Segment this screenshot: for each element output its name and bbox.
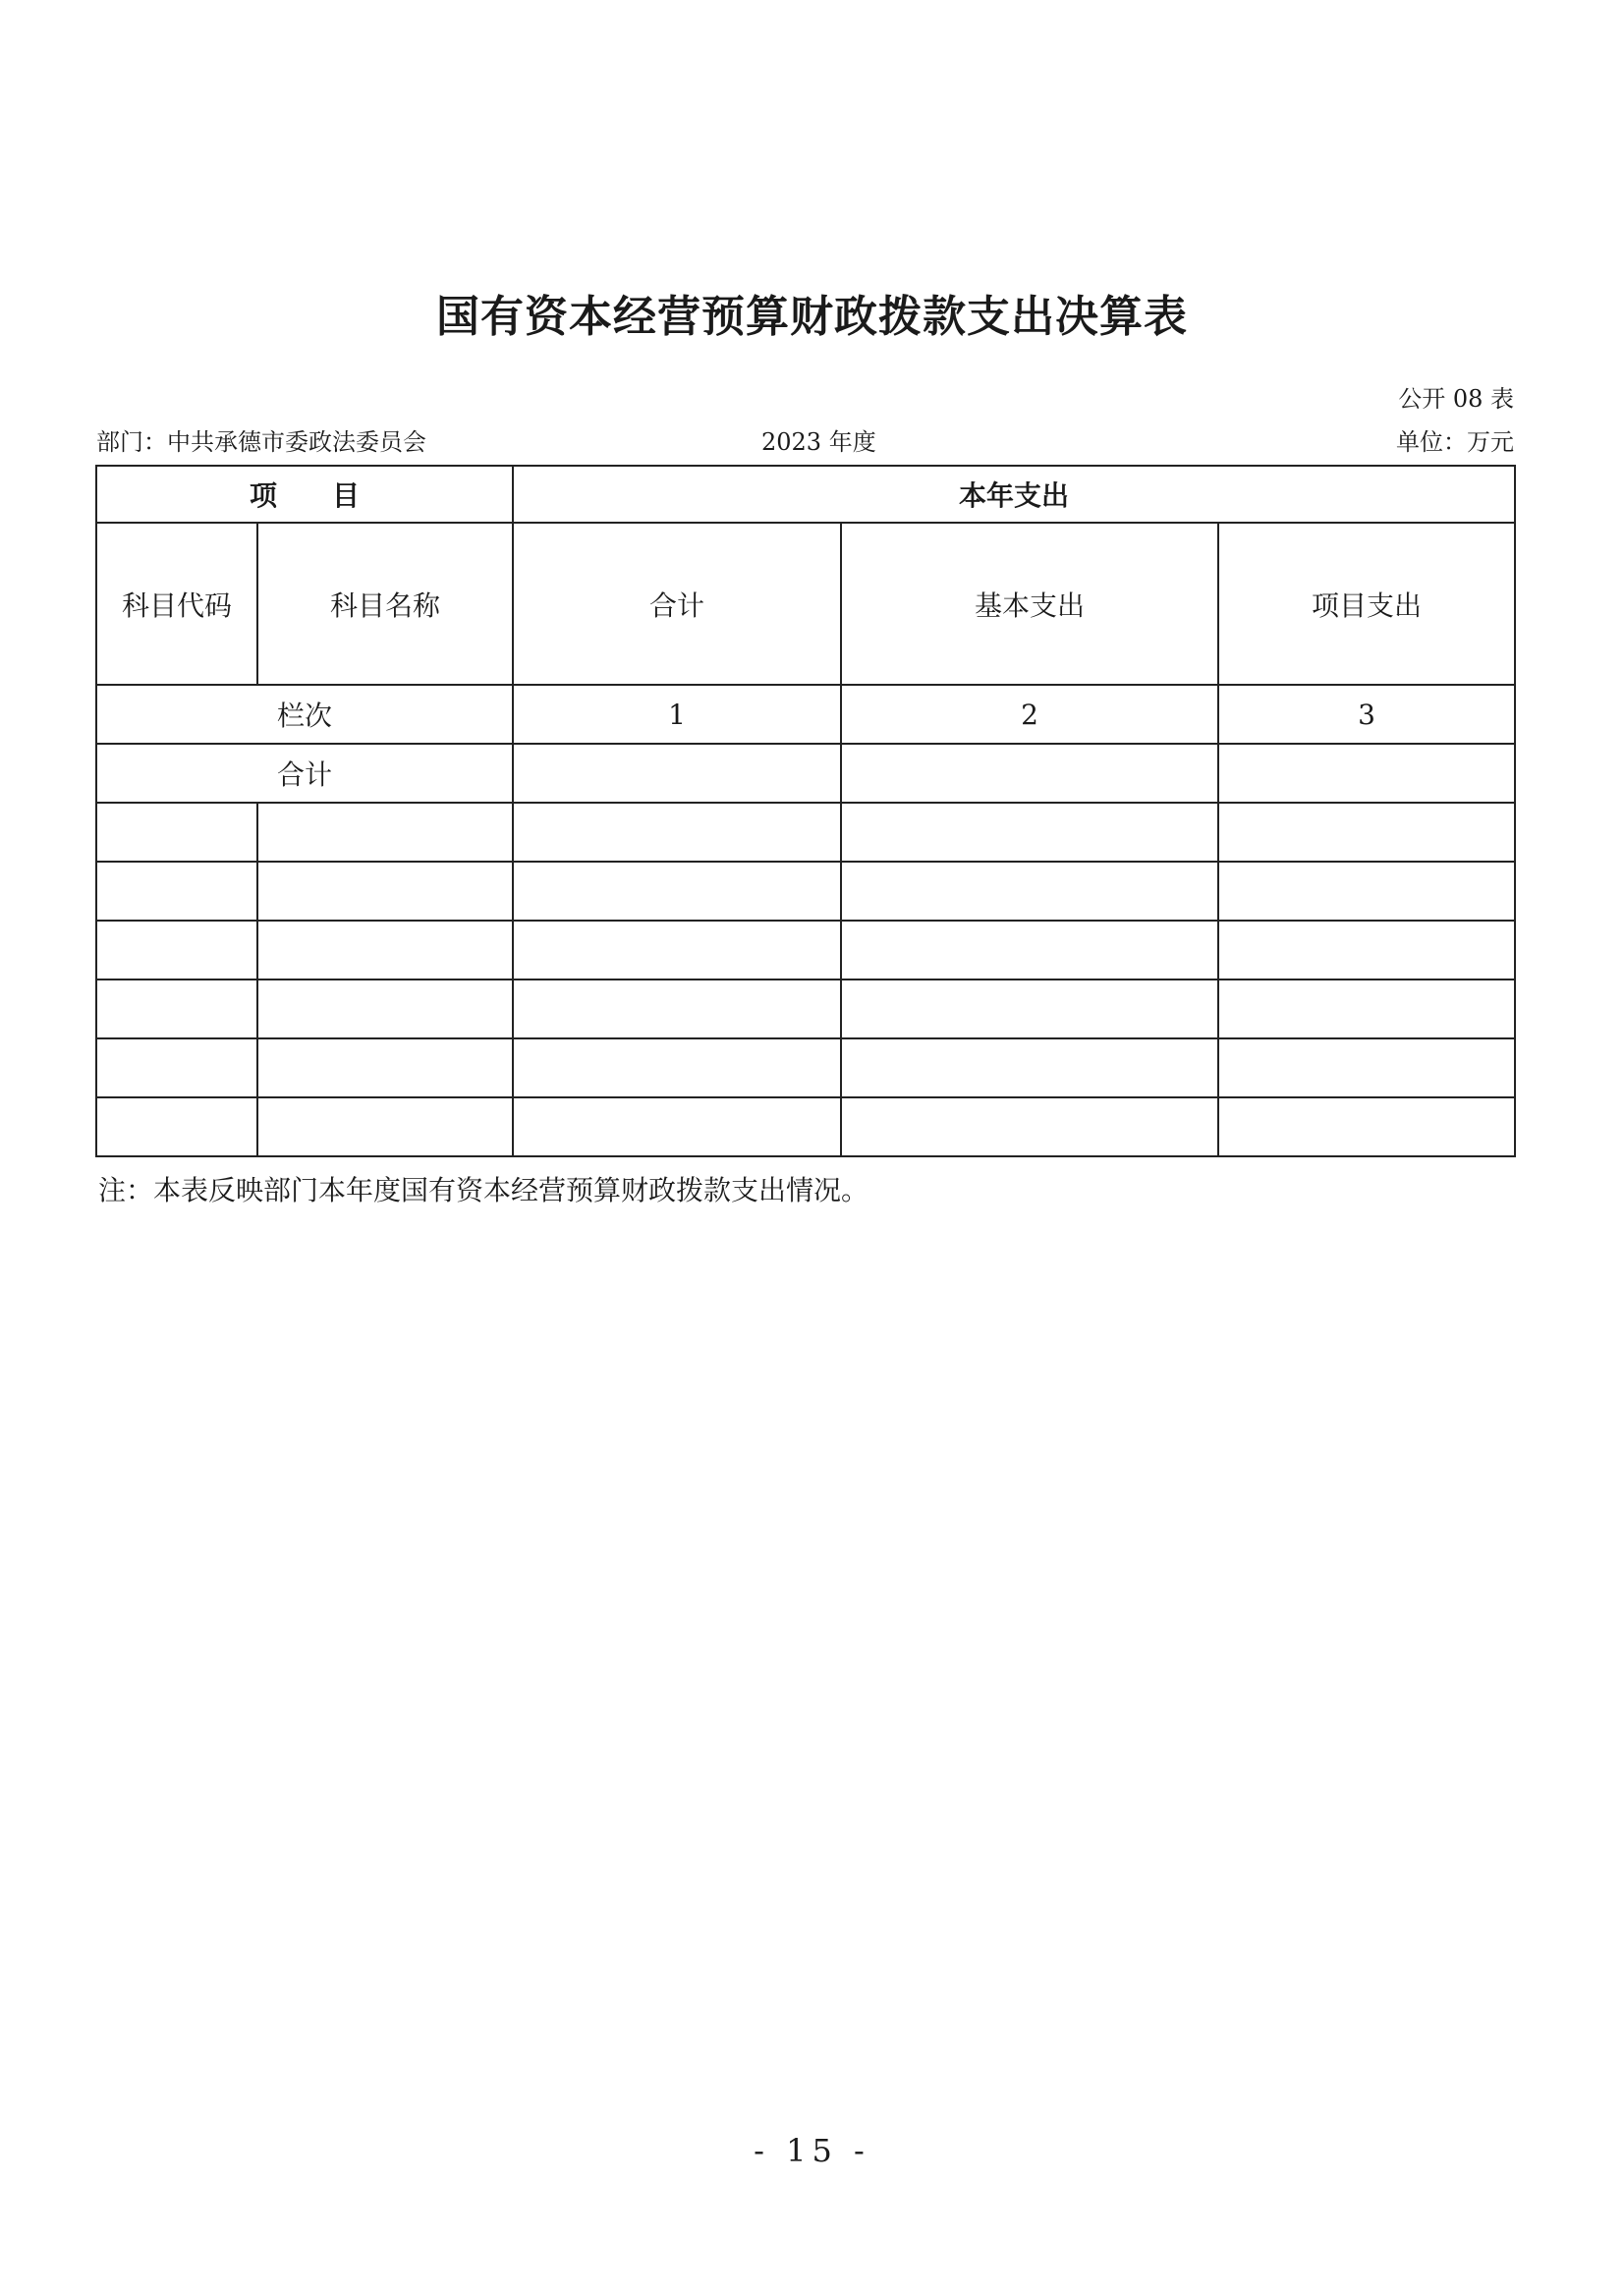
table-cell xyxy=(1218,1038,1515,1097)
table-row xyxy=(96,862,1515,921)
total-project-cell xyxy=(1218,744,1515,803)
expenditure-table xyxy=(95,465,1516,1157)
column-number-row xyxy=(96,685,1515,744)
col-subject-code: 科目代码 xyxy=(96,523,257,685)
table-cell xyxy=(841,1038,1218,1097)
table-cell xyxy=(96,1097,257,1156)
table-cell xyxy=(257,803,513,862)
table-row xyxy=(96,921,1515,980)
table-cell xyxy=(1218,921,1515,980)
table-cell xyxy=(257,921,513,980)
table-cell xyxy=(1218,980,1515,1038)
table-cell xyxy=(513,1038,841,1097)
row-label-column-number: 栏次 xyxy=(96,685,513,744)
page-number: - 15 - xyxy=(754,2132,870,2169)
column-number-2: 2 xyxy=(841,685,1218,744)
table-note: 注：本表反映部门本年度国有资本经营预算财政拨款支出情况。 xyxy=(98,1174,869,1206)
column-number-1: 1 xyxy=(513,685,841,744)
table-cell xyxy=(96,1038,257,1097)
table-cell xyxy=(257,862,513,921)
fiscal-year: 2023 年度 xyxy=(761,428,876,456)
table-cell xyxy=(841,921,1218,980)
table-cell xyxy=(1218,862,1515,921)
total-cell xyxy=(513,744,841,803)
table-row xyxy=(96,1038,1515,1097)
table-cell xyxy=(96,803,257,862)
table-row xyxy=(96,980,1515,1038)
table-cell xyxy=(841,980,1218,1038)
table-cell xyxy=(96,921,257,980)
table-cell xyxy=(1218,1097,1515,1156)
table-cell xyxy=(841,1097,1218,1156)
document-title: 国有资本经营预算财政拨款支出决算表 xyxy=(436,292,1188,342)
col-basic-expense: 基本支出 xyxy=(841,523,1218,685)
header-item: 项 目 xyxy=(96,466,513,523)
table-row xyxy=(96,1097,1515,1156)
header-row-1 xyxy=(96,466,1515,523)
department-label: 部门：中共承德市委政法委员会 xyxy=(96,428,426,456)
table-cell xyxy=(96,980,257,1038)
total-row xyxy=(96,744,1515,803)
row-label-total: 合计 xyxy=(96,744,513,803)
table-cell xyxy=(841,862,1218,921)
total-basic-cell xyxy=(841,744,1218,803)
table-cell xyxy=(257,980,513,1038)
table-number: 公开 08 表 xyxy=(1398,385,1514,413)
table-cell xyxy=(513,803,841,862)
table-cell xyxy=(257,1038,513,1097)
table-cell xyxy=(257,1097,513,1156)
col-subject-name: 科目名称 xyxy=(257,523,513,685)
header-row-2 xyxy=(96,523,1515,685)
table-row xyxy=(96,803,1515,862)
col-project-expense: 项目支出 xyxy=(1218,523,1515,685)
table-cell xyxy=(96,862,257,921)
column-number-3: 3 xyxy=(1218,685,1515,744)
table-cell xyxy=(513,980,841,1038)
header-current-year-expense: 本年支出 xyxy=(513,466,1515,523)
col-total: 合计 xyxy=(513,523,841,685)
unit-label: 单位：万元 xyxy=(1396,428,1514,456)
table-cell xyxy=(513,1097,841,1156)
table-cell xyxy=(1218,803,1515,862)
table-cell xyxy=(513,862,841,921)
table-cell xyxy=(513,921,841,980)
table-cell xyxy=(841,803,1218,862)
